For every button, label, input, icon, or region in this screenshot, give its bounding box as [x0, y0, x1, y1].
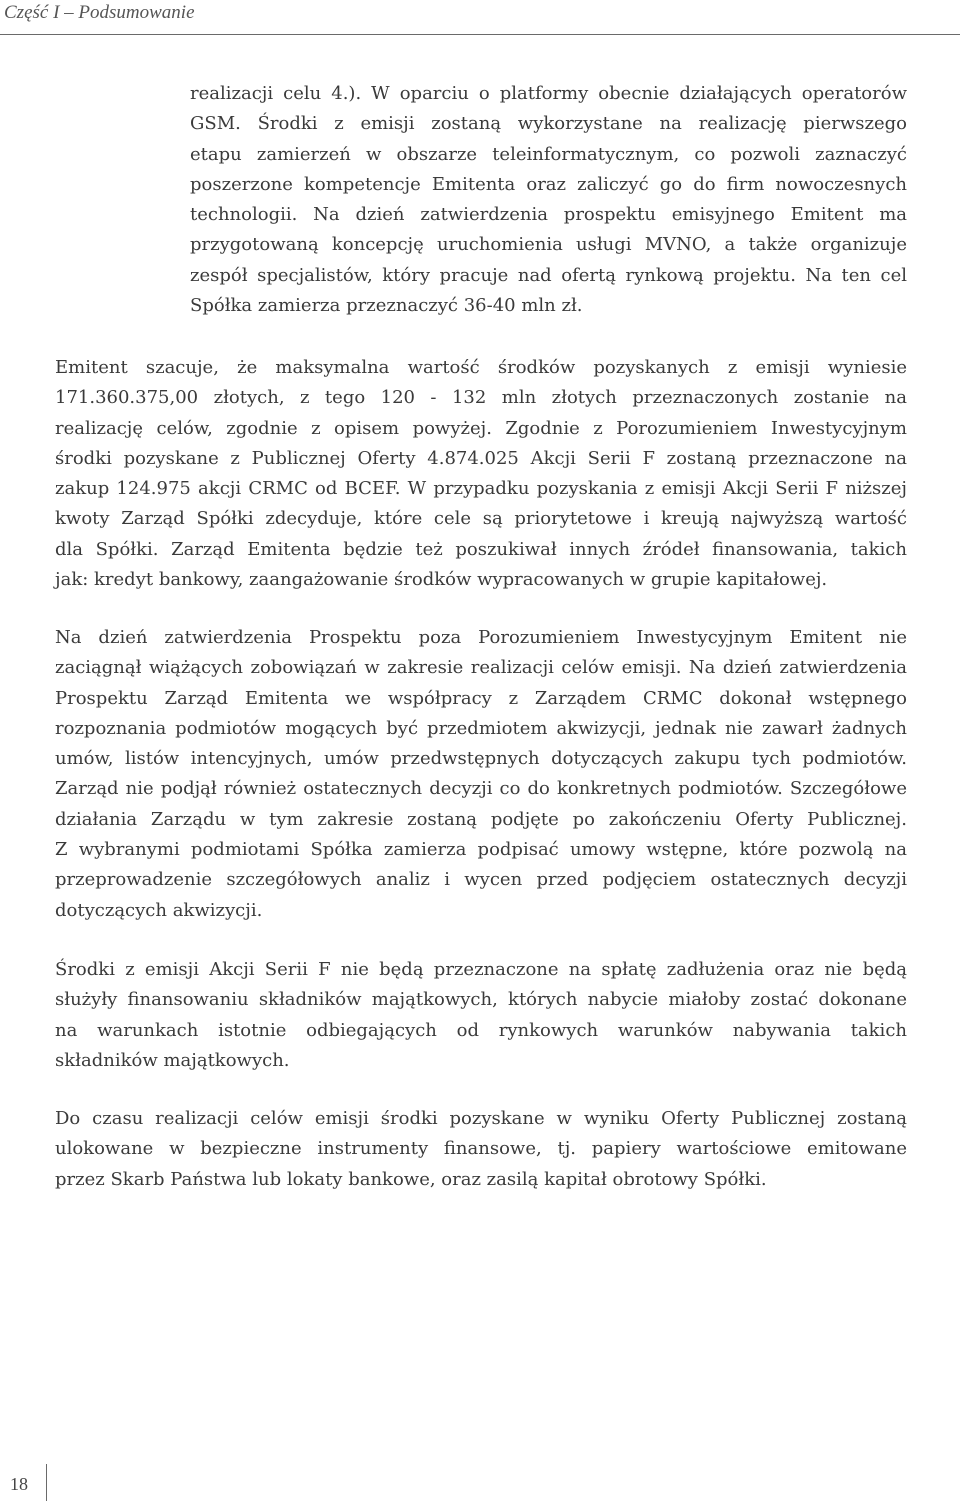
text-line: Do czasu realizacji celów emisji środki pozyskane w wyniku Oferty Publicznej zostaną — [55, 1108, 907, 1129]
running-title: Część I – Podsumowanie — [4, 2, 195, 23]
text-line: Zarząd nie podjął również ostatecznych decyzji co do konkretnych podmiotów. Szczegółowe — [55, 778, 907, 800]
text-line: 171.360.375,00 złotych, z tego 120 - 132 mln złotych przeznaczonych zostanie na — [55, 387, 907, 409]
text-line: GSM. Środki z emisji zostaną wykorzystane na realizację pierwszego — [190, 113, 907, 135]
paragraph-3 — [55, 623, 907, 926]
paragraph-4 — [55, 955, 907, 1076]
text-line: Prospektu Zarząd Emitenta we współpracy z Zarządem CRMC dokonał wstępnego — [55, 687, 907, 709]
text-line: umów, listów intencyjnych, umów przedwstępnych dotyczących zakupu tych podmiotów. — [55, 748, 907, 770]
text-line: poszerzone kompetencje Emitenta oraz zaliczyć go do firm nowoczesnych — [190, 173, 907, 195]
text-line: Na dzień zatwierdzenia Prospektu poza Porozumieniem Inwestycyjnym Emitent nie — [55, 627, 907, 648]
text-line: środki pozyskane z Publicznej Oferty 4.874.025 Akcji Serii F zostaną przeznaczone na — [55, 447, 907, 469]
footer-divider — [46, 1464, 47, 1501]
text-line: składników majątkowych. — [55, 1049, 290, 1071]
running-header — [0, 0, 960, 36]
header-divider — [0, 34, 960, 35]
text-line: Z wybranymi podmiotami Spółka zamierza podpisać umowy wstępne, które pozwolą na — [55, 839, 907, 861]
text-line: przygotowaną koncepcję uruchomienia usługi MVNO, a także organizuje — [190, 234, 907, 256]
text-line: Środki z emisji Akcji Serii F nie będą przeznaczone na spłatę zadłużenia oraz nie będą — [55, 959, 907, 980]
text-line: technologii. Na dzień zatwierdzenia prospektu emisyjnego Emitent ma — [190, 204, 907, 226]
text-line: kwoty Zarząd Spółki zdecyduje, które cele są priorytetowe i kreują najwyższą wartość — [55, 508, 907, 530]
page-number: 18 — [10, 1474, 28, 1494]
text-line: zakup 124.975 akcji CRMC od BCEF. W przypadku pozyskania z emisji Akcji Serii F niższej — [55, 478, 907, 500]
text-line: dotyczących akwizycji. — [55, 899, 263, 921]
text-line: Spółka zamierza przeznaczyć 36-40 mln zł. — [190, 295, 583, 317]
text-line: zaciągnął wiążących zobowiązań w zakresie realizacji celów emisji. Na dzień zatwierdzenia — [55, 657, 907, 679]
text-line: Emitent szacuje, że maksymalna wartość środków pozyskanych z emisji wyniesie — [55, 357, 907, 378]
text-line: ulokowane w bezpieczne instrumenty finansowe, tj. papiery wartościowe emitowane — [55, 1138, 907, 1160]
paragraph-1 — [190, 79, 907, 321]
paragraph-5 — [55, 1104, 907, 1195]
text-line: przez Skarb Państwa lub lokaty bankowe, oraz zasilą kapitał obrotowy Spółki. — [55, 1168, 767, 1190]
text-line: etapu zamierzeń w obszarze teleinformatycznym, co pozwoli zaznaczyć — [190, 143, 907, 165]
text-line: realizację celów, zgodnie z opisem powyżej. Zgodnie z Porozumieniem Inwestycyjnym — [55, 417, 907, 439]
paragraph-2 — [55, 353, 907, 595]
text-line: rozpoznania podmiotów mogących być przedmiotem akwizycji, jednak nie zawarł żadnych — [55, 717, 907, 739]
text-line: dla Spółki. Zarząd Emitenta będzie też poszukiwał innych źródeł finansowania, takich — [55, 538, 907, 560]
text-line: działania Zarządu w tym zakresie zostaną podjęte po zakończeniu Oferty Publicznej. — [55, 808, 907, 830]
text-line: przeprowadzenie szczegółowych analiz i wycen przed podjęciem ostatecznych decyzji — [55, 869, 907, 891]
text-line: na warunkach istotnie odbiegających od rynkowych warunków nabywania takich — [55, 1019, 907, 1041]
text-line: służyły finansowaniu składników majątkowych, których nabycie miałoby zostać dokonane — [55, 989, 907, 1011]
text-line: jak: kredyt bankowy, zaangażowanie środków wypracowanych w grupie kapitałowej. — [55, 569, 828, 591]
text-line: zespół specjalistów, który pracuje nad ofertą rynkową projektu. Na ten cel — [190, 264, 907, 286]
text-line: realizacji celu 4.). W oparciu o platformy obecnie działających operatorów — [190, 83, 907, 104]
